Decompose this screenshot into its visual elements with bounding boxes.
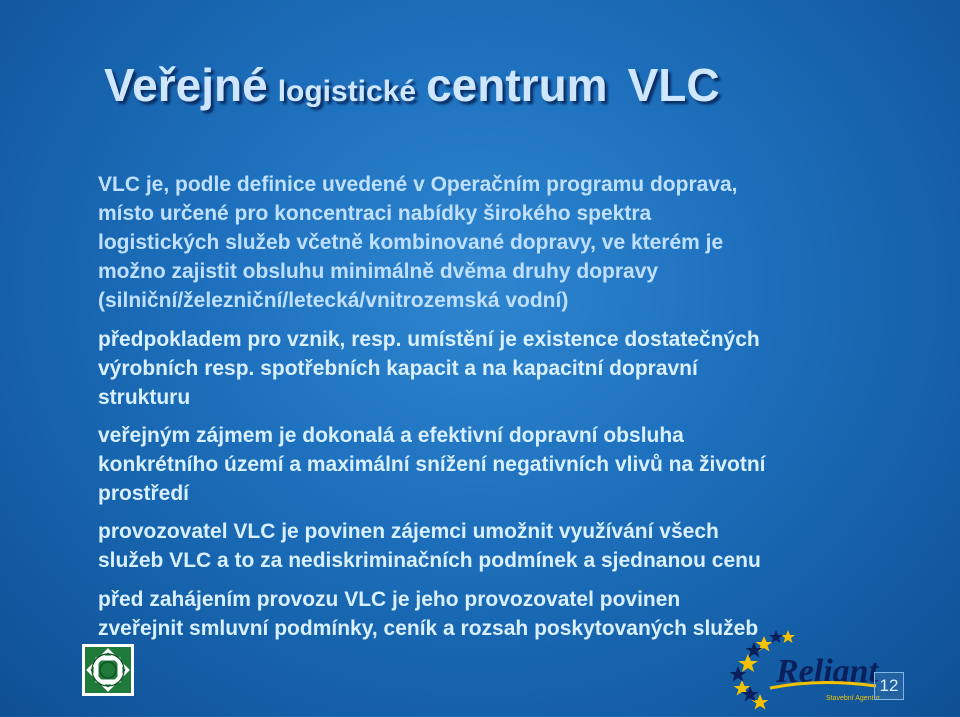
title-word-2: logistické — [277, 75, 417, 108]
paragraph-definition: VLC je, podle definice uvedené v Operačním programu doprava, místo určené pro koncentraci nabídky širokého spektra logistických služeb včetně kombinované dopravy, ve kterém je možno zajistit obsluhu minimálně dvěma druhy dopravy (silniční/železniční/letecká/vnitrozemská vodní) — [98, 173, 738, 312]
paragraph-operator-duty: provozovatel VLC je povinen zájemci umožnit využívání všech služeb VLC a to za nediskriminačních podmínek a sjednanou cenu — [98, 520, 761, 572]
paragraph-public-interest: veřejným zájmem je dokonalá a efektivní dopravní obsluha konkrétního území a maximální snížení negativních vlivů na životní prostředí — [98, 424, 766, 505]
paragraph-prerequisite: předpokladem pro vznik, resp. umístění je existence dostatečných výrobních resp. spotřebních kapacit a na kapacitní dopravní strukturu — [98, 328, 760, 409]
title-word-1: Veřejné — [104, 59, 268, 111]
reliant-logo — [730, 624, 880, 712]
celtic-knot-icon — [82, 644, 134, 696]
title-word-3: centrum — [426, 59, 608, 111]
title-word-4: VLC — [627, 59, 720, 111]
reliant-wordmark: Reliant — [776, 653, 879, 690]
paragraph-publication: před zahájením provozu VLC je jeho provozovatel povinen zveřejnit smluvní podmínky, ceník a rozsah poskytovaných služeb — [98, 588, 759, 640]
reliant-tagline: Stavební Agentura — [826, 695, 880, 702]
slide-title — [104, 58, 720, 112]
page-number: 12 — [874, 672, 904, 700]
